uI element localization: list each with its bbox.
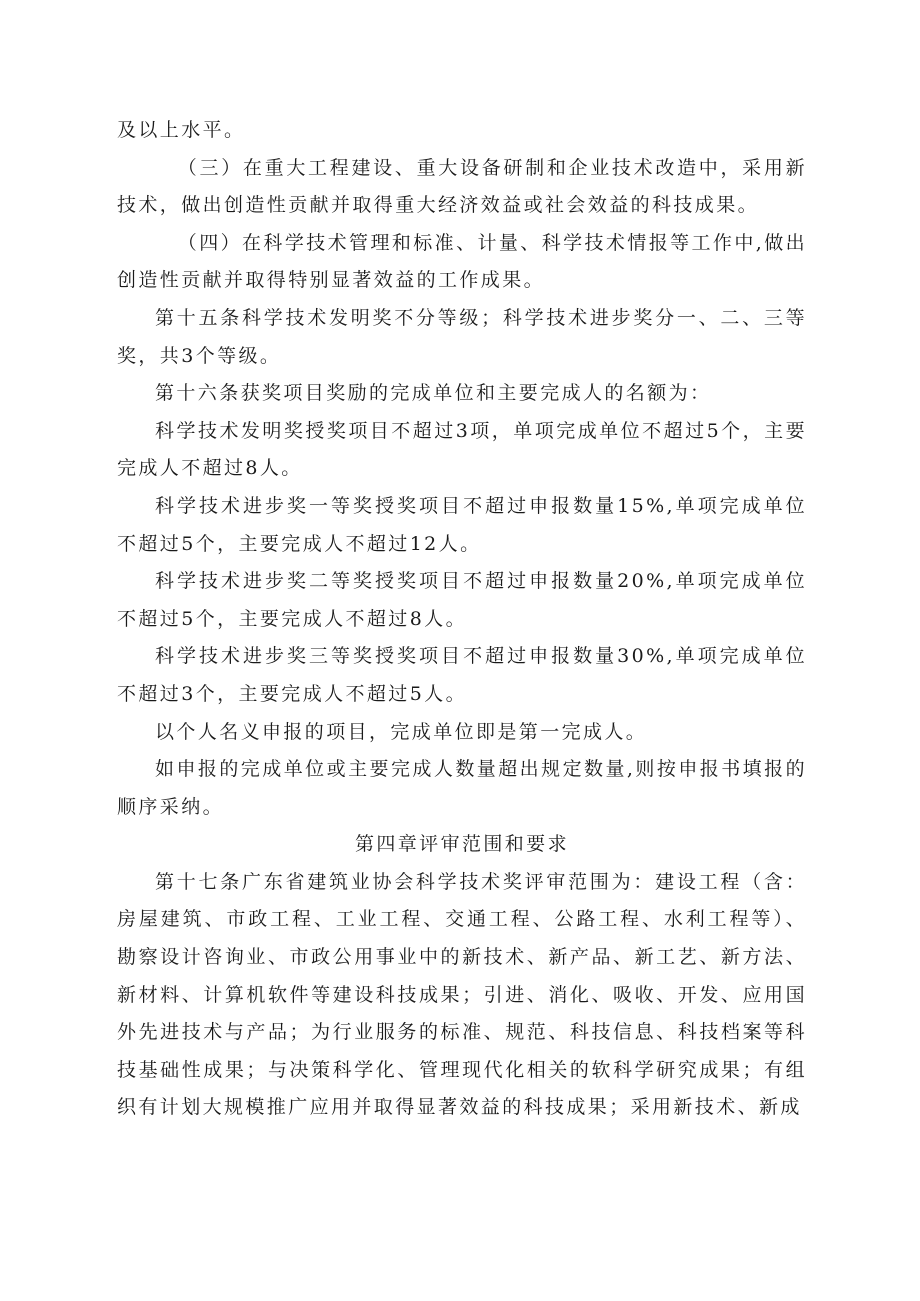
document-body [117,112,807,1127]
paragraph-second-prize: 科学技术进步奖二等奖授奖项目不超过申报数量20%,单项完成单位不超过5个，主要完成人不超过8人。 [117,570,807,630]
paragraph-invention-award: 科学技术发明奖授奖项目不超过3项，单项完成单位不超过5个，主要完成人不超过8人。 [117,419,807,480]
paragraph-third-prize: 科学技术进步奖三等奖授奖项目不超过申报数量30%,单项完成单位不超过3个，主要完成人不超过5人。 [117,645,807,705]
paragraph-item-3: （三）在重大工程建设、重大设备研制和企业技术改造中，采用新技术，做出创造性贡献并取得重大经济效益或社会效益的科技成果。 [117,156,807,217]
paragraph-article-15: 第十五条科学技术发明奖不分等级；科学技术进步奖分一、二、三等奖，共3个等级。 [117,306,807,367]
paragraph-item-4: （四）在科学技术管理和标准、计量、科学技术情报等工作中,做出创造性贡献并取得特别显著效益的工作成果。 [117,231,807,292]
paragraph-article-17: 第十七条广东省建筑业协会科学技术奖评审范围为：建设工程（含：房屋建筑、市政工程、工业工程、交通工程、公路工程、水利工程等）、勘察设计咨询业、市政公用事业中的新技术、新产品、新工艺、新方法、新材料、计算机软件等建设科技成果；引进、消化、吸收、开发、应用国外先进技术与产品；为行业服务的标准、规范、科技信息、科技档案等科技基础性成果；与决策科学化、管理现代化相关的软科学研究成果；有组织有计划大规模推广应用并取得显著效益的科技成果；采用新技术、新成 [117,870,807,1119]
chapter-heading: 第四章评审范围和要求 [354,833,569,856]
paragraph-continuation: 及以上水平。 [117,119,246,141]
paragraph-first-prize: 科学技术进步奖一等奖授奖项目不超过申报数量15%,单项完成单位不超过5个，主要完成人不超过12人。 [117,494,807,555]
paragraph-individual: 以个人名义申报的项目，完成单位即是第一完成人。 [155,720,648,743]
paragraph-article-16: 第十六条获奖项目奖励的完成单位和主要完成人的名额为： [155,382,712,405]
paragraph-excess: 如申报的完成单位或主要完成人数量超出规定数量,则按申报书填报的顺序采纳。 [117,758,807,818]
